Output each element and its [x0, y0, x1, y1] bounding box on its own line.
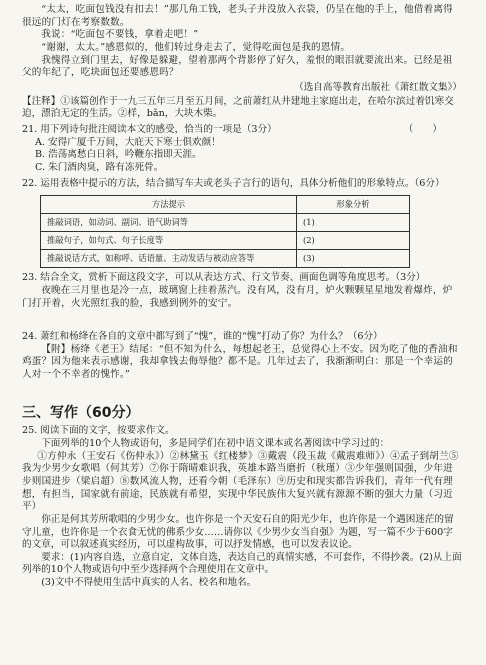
story-source: （选自高等教育出版社《萧红散文集》）	[294, 81, 462, 93]
question-23-quote: 夜晚在三月里也是冷一点，玻璃窗上挂着蒸汽。没有风，没有月，炉火颗颗星星地发着爆炸，炉门打开着，火光照红我的脸，我感到例外的安宁。	[22, 284, 453, 309]
question-23-stem: 23. 结合全文，赏析下面这段文字，可以从表达方式、行文节奏、画面色调等角度思考。（3分）	[22, 272, 426, 284]
quote-list: ①方仲永（王安石《伤仲永》）②林黛玉《红楼梦》③戴震（段玉裁《戴震难师》）④孟子到胡兰⑤我为少男少女歌唱（何其芳）⑦你于隋晴难识我，英雄本路当磨折（秋瑾）③少年强则国强，少年进步则国进步（梁启超）⑧数风流人物，还看今朝（毛泽东）⑨历史和现实都告诉我们，青年一代有理想，有担当，国家就有前途，民族就有希望，实现中华民族伟大复兴就有源源不断的强大力量（习近平）	[22, 450, 459, 513]
annotation-note: 【注释】①该篇创作于一九三五年三月至五月间，之前萧红从井建地主家庭出走，在哈尔滨过着饥寒交迫，漂泊无定的生活。②样，bǎn，大块木柴。	[22, 95, 454, 120]
story-paragraph-2: 我说：“吃面包不要钱，拿着走吧！”	[41, 29, 199, 41]
table-cell-analysis: (2)	[297, 232, 410, 250]
section-title: 三、写作	[22, 404, 78, 421]
table-header-analysis: 形象分析	[297, 196, 410, 214]
question-21-stem	[22, 124, 462, 137]
table-row	[41, 250, 410, 268]
question-24	[22, 331, 462, 402]
question-25	[22, 425, 462, 590]
table-cell-method: 推敲词语，如动词、副词、语气助词等	[41, 214, 297, 232]
table-cell-method: 推敲句子，如句式、句子长度等	[41, 232, 297, 250]
story-paragraph-1: “太太，吃面包钱没有扣去！”那几角工钱，老头子并没放入衣袋，仍呈在他的手上，他借着离得很远的门灯在考察数数。	[22, 4, 453, 28]
question-24-attachment: 【附】杨绛《老王》结尾：“但不知为什么，每想起老王，总觉得心上不安。因为吃了他的香油和鸡蛋？因为他来表示感谢，我却拿钱去侮辱他？都不是。几年过去了，我渐渐明白：那是一个幸运的人对一个不幸者的愧怍。”	[22, 343, 458, 381]
story-paragraph-3: “谢谢，太太。”感恩似的，他们转过身走去了，觉得吃面包是我的恩情。	[41, 41, 351, 53]
table-row	[41, 214, 410, 232]
question-22-stem: 22. 运用表格中提示的方法，结合描写车夫或老头子言行的语句，具体分析他们的形象特点。（6分）	[22, 177, 445, 189]
methods-table	[40, 195, 410, 268]
writing-task: 你正是何其芳所歌唱的少男少女。也许你是一个天安石自的阳光少年，也许你是一个遇困迷茫的留守儿童，也许你是一个衣食无忧的佛系少女……请你以《少男少女当自强》为题，写一篇不少于600字的文章，可以叙述真实经历，可以虚构故事，可以抒发情感，也可以发表议论。	[22, 513, 454, 551]
requirements: 要求：(1)内容自选，立意自定，文体自选，表达自己的真情实感，不可套作，不得抄袭。(2)从上面列举的10个人物或语句中至少选择两个合理使用在文章中。	[22, 551, 462, 576]
table-cell-method: 推敲说话方式，如称呼、话语量、主动发话与被动应答等	[41, 250, 297, 268]
question-21	[22, 124, 462, 175]
answer-space	[22, 310, 462, 328]
table-cell-analysis: (1)	[297, 214, 410, 232]
table-row	[41, 232, 410, 250]
question-25-stem: 25. 阅读下面的文字，按要求作文。	[22, 425, 175, 437]
table-header-row	[41, 196, 410, 214]
question-23	[22, 272, 462, 328]
requirements-3: (3)文中不得使用生活中真实的人名、校名和地名。	[41, 577, 257, 589]
option-a: A. 安得广厦千万间，大庇天下寒士俱欢颜！	[35, 136, 221, 148]
story-paragraph-4: 我愧得立到门里去，好像是躲避，望着那两个背影停了好久，羞恨的眼泪就要流出来。已经是祖父的年纪了，吃块面包还要感恩吗？	[22, 54, 453, 79]
table-cell-analysis: (3)	[297, 250, 410, 268]
question-25-intro: 下面列举的10个人物或语句，多是同学们在初中语文课本或名著阅读中学习过的：	[41, 437, 390, 449]
answer-bracket: （ ）	[403, 123, 442, 135]
section-heading	[22, 404, 462, 422]
answer-space	[22, 382, 462, 402]
question-21-text: 21. 用下列诗句批注阅读本文的感受，恰当的一项是（3分）	[22, 123, 277, 135]
question-24-stem: 24. 萧红和杨绛在各自的文章中都写到了“愧”，谁的“愧”打动了你？为什么？（6分）	[22, 331, 383, 343]
section-score: （60分）	[78, 404, 140, 421]
option-b: B. 浩荡离愁白日斜，吟鞭东指即天涯。	[35, 149, 202, 161]
question-22	[22, 178, 462, 269]
table-header-method: 方法提示	[41, 196, 297, 214]
option-c: C. 朱门酒肉臭，路有冻死骨。	[35, 161, 164, 173]
